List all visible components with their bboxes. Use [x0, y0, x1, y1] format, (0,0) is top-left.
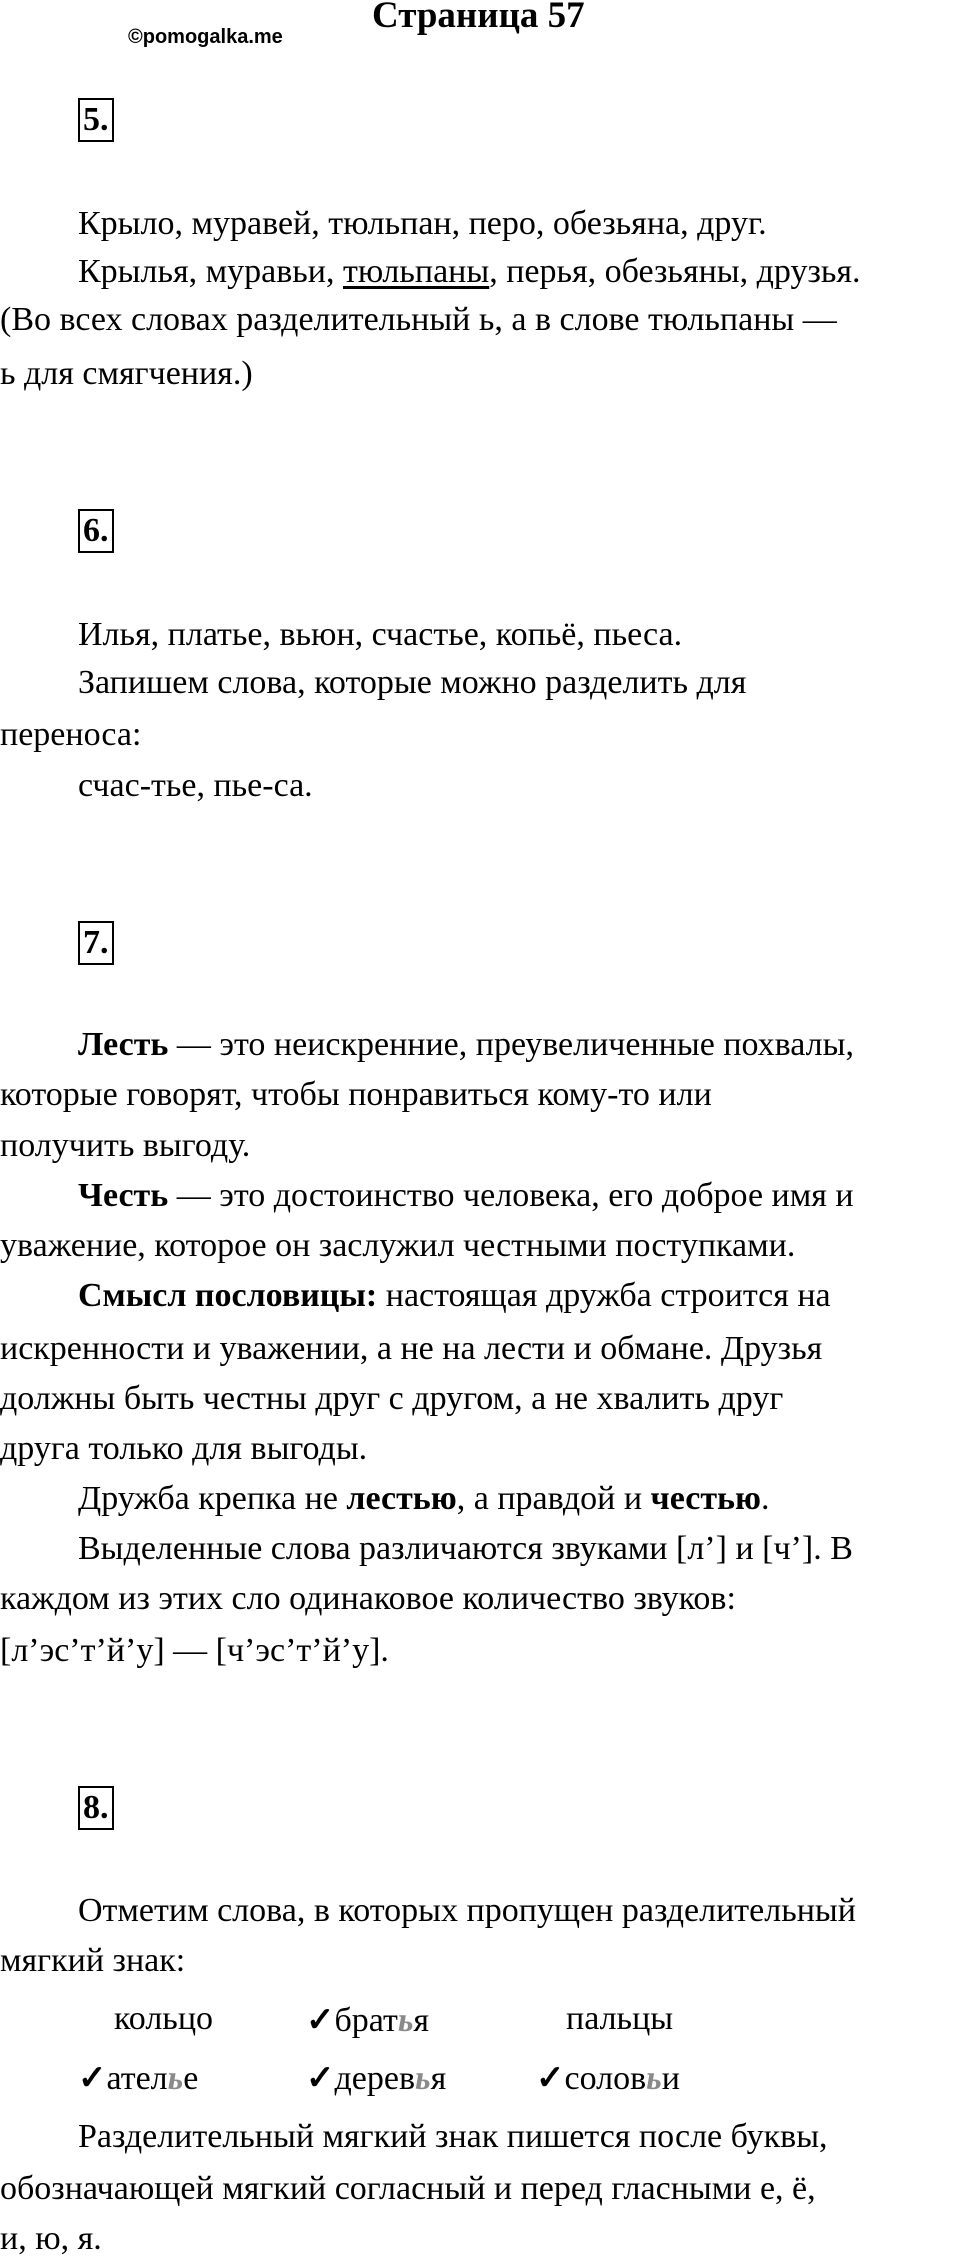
exercise-8-number: 8. — [78, 1786, 114, 1830]
ex6-line-2: Запишем слова, которые можно разделить для — [78, 664, 747, 701]
check-icon: ✓ — [78, 2060, 107, 2097]
ex7-p4-line-1: Дружба крепка не лестью, а правдой и честью. — [78, 1480, 770, 1517]
word-paltsy: пальцы — [566, 2000, 674, 2037]
ex8-rule-2: обозначающей мягкий согласный и перед гласными е, ё, — [0, 2170, 816, 2207]
exercise-7-number: 7. — [78, 921, 114, 965]
ex5-line-2: Крылья, муравьи, тюльпаны, перья, обезьяны, друзья. — [78, 253, 861, 290]
ex7-p2-line-1: Честь — это достоинство человека, его доброе имя и — [78, 1177, 854, 1214]
ex8-rule-3: и, ю, я. — [0, 2220, 102, 2257]
ex6-line-1: Илья, платье, вьюн, счастье, копьё, пьеса. — [78, 616, 683, 653]
ex8-intro-1: Отметим слова, в которых пропущен разделительный — [78, 1892, 856, 1929]
watermark: ©pomogalka.me — [128, 26, 283, 48]
page-title: Страница 57 — [372, 0, 585, 36]
ex7-p5-line-1: Выделенные слова различаются звуками [л’] и [ч’]. В — [78, 1530, 853, 1567]
word-derevya: ✓деревья — [306, 2060, 447, 2097]
ex5-line-4: ь для смягчения.) — [0, 355, 253, 392]
word-koltso: кольцо — [114, 2000, 214, 2037]
exercise-5-number: 5. — [78, 98, 114, 142]
ex7-p3-line-1: Смысл пословицы: настоящая дружба строится на — [78, 1277, 831, 1314]
ex7-p1-line-3: получить выгоду. — [0, 1127, 251, 1164]
ex7-p5-line-2: каждом из этих сло одинаковое количество звуков: — [0, 1580, 736, 1617]
exercise-6-number: 6. — [78, 509, 114, 553]
ex7-p3-line-4: друга только для выгоды. — [0, 1430, 368, 1467]
check-icon: ✓ — [306, 2060, 335, 2097]
ex7-p1-line-1: Лесть — это неискренние, преувеличенные похвалы, — [78, 1026, 854, 1063]
ex7-p5-line-3: [л’эс’т’й’у] — [ч’эс’т’й’у]. — [0, 1632, 389, 1669]
ex6-line-3: переноса: — [0, 716, 142, 753]
check-icon: ✓ — [306, 2002, 335, 2039]
ex8-rule-1: Разделительный мягкий знак пишется после буквы, — [78, 2118, 828, 2155]
underlined-word: тюльпаны — [343, 253, 490, 290]
word-bratya: ✓братья — [306, 2002, 430, 2039]
ex8-intro-2: мягкий знак: — [0, 1942, 186, 1979]
ex5-line-1: Крыло, муравей, тюльпан, перо, обезьяна, друг. — [78, 205, 767, 242]
check-icon: ✓ — [536, 2060, 565, 2097]
ex7-p2-line-2: уважение, которое он заслужил честными поступками. — [0, 1227, 796, 1264]
ex5-line-3: (Во всех словах разделительный ь, а в слове тюльпаны — — [0, 301, 837, 338]
ex7-p3-line-3: должны быть честны друг с другом, а не хвалить друг — [0, 1380, 784, 1417]
word-solovi: ✓соловьи — [536, 2060, 680, 2097]
ex7-p1-line-2: которые говорят, чтобы понравиться кому-то или — [0, 1076, 712, 1113]
word-atele: ✓ателье — [78, 2060, 199, 2097]
ex6-line-4: счас-тье, пье-са. — [78, 767, 313, 804]
ex7-p3-line-2: искренности и уважении, а не на лести и обмане. Друзья — [0, 1330, 823, 1367]
